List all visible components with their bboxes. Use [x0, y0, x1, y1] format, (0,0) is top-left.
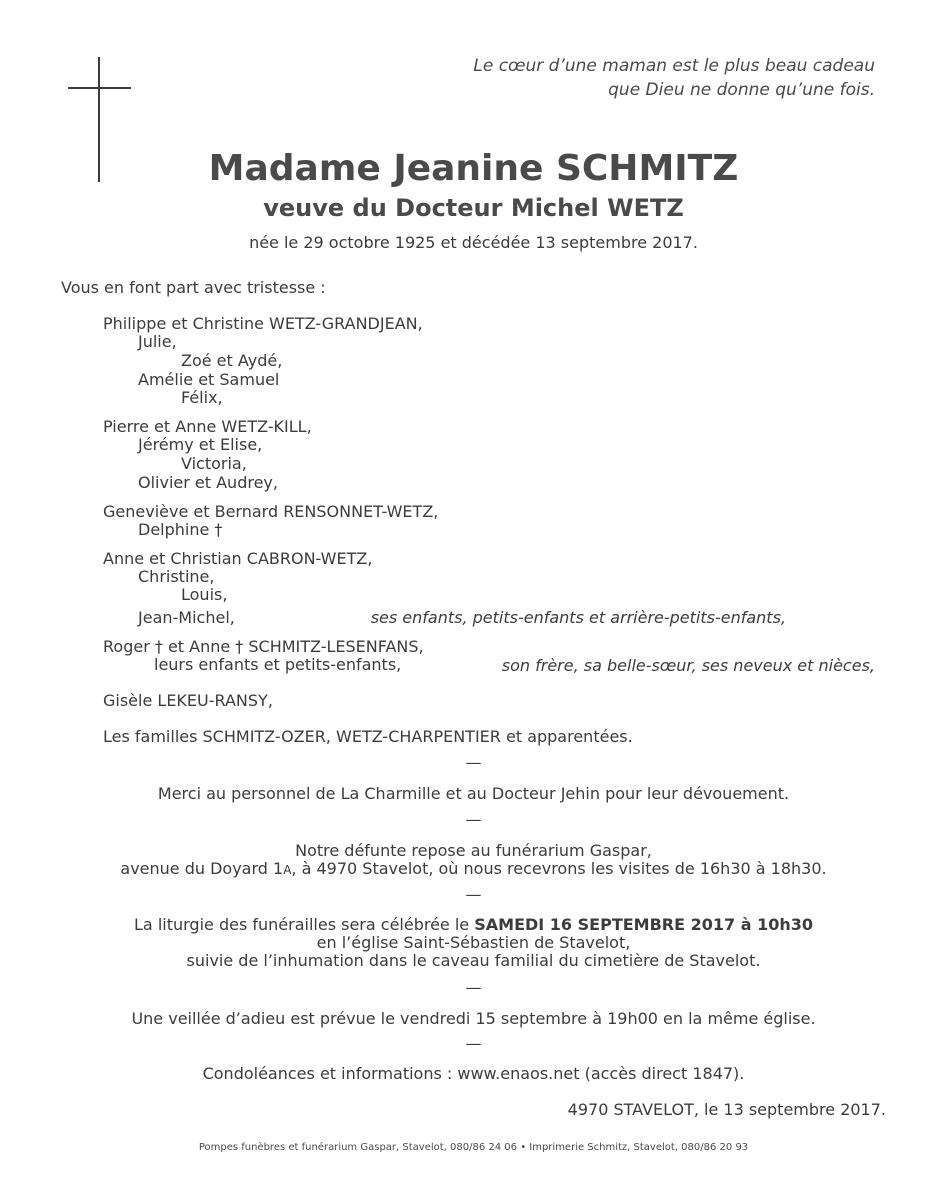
family-line: leurs enfants et petits-enfants,: [154, 655, 402, 674]
family-line: Gisèle LEKEU-RANSY,: [103, 691, 273, 710]
rest-line-1: Notre défunte repose au funérarium Gaspar,: [295, 841, 652, 860]
cross-horizontal-bar: [68, 87, 131, 89]
family-line: Jérémy et Elise,: [138, 435, 263, 454]
family-line: Geneviève et Bernard RENSONNET-WETZ,: [103, 502, 439, 521]
quote-line-1: Le cœur d’une maman est le plus beau cadeau: [473, 56, 875, 76]
family-line: Pierre et Anne WETZ-KILL,: [103, 417, 312, 436]
liturgy-line-1: La liturgie des funérailles sera célébrée le SAMEDI 16 SEPTEMBRE 2017 à 10h30: [134, 915, 813, 934]
deceased-widow-of: veuve du Docteur Michel WETZ: [263, 194, 684, 222]
footer-credits: Pompes funèbres et funérarium Gaspar, Stavelot, 080/86 24 06 • Imprimerie Schmitz, Stavelot, 080/86 20 93: [198, 1142, 749, 1153]
family-line: Philippe et Christine WETZ-GRANDJEAN,: [103, 314, 423, 333]
family-line: Anne et Christian CABRON-WETZ,: [103, 549, 373, 568]
liturgy-line-2: en l’église Saint-Sébastien de Stavelot,: [316, 933, 631, 952]
liturgy-line-3: suivie de l’inhumation dans le caveau familial du cimetière de Stavelot.: [186, 951, 761, 970]
condolences-text: Condoléances et informations : www.enaos.net (accès direct 1847).: [202, 1064, 745, 1083]
family-line: Zoé et Aydé,: [181, 351, 283, 370]
family-line: Julie,: [138, 332, 177, 351]
vigil-text: Une veillée d’adieu est prévue le vendredi 15 septembre à 19h00 en la même église.: [131, 1009, 816, 1028]
family-line: Jean-Michel,: [138, 608, 235, 627]
family-line: Roger † et Anne † SCHMITZ-LESENFANS,: [103, 637, 424, 656]
separator-dash: —: [465, 978, 482, 997]
family-role-children: ses enfants, petits-enfants et arrière-petits-enfants,: [370, 608, 786, 627]
place-date: 4970 STAVELOT, le 13 septembre 2017.: [567, 1100, 886, 1119]
thanks-text: Merci au personnel de La Charmille et au Docteur Jehin pour leur dévouement.: [157, 784, 790, 803]
family-line: Louis,: [181, 585, 228, 604]
family-line: Les familles SCHMITZ-OZER, WETZ-CHARPENTIER et apparentées.: [103, 727, 633, 746]
family-line: Félix,: [181, 388, 223, 407]
family-line: Christine,: [138, 567, 215, 586]
intro-text: Vous en font part avec tristesse :: [61, 278, 326, 297]
family-line: Victoria,: [181, 454, 247, 473]
rest-line-2: avenue du Doyard 1A, à 4970 Stavelot, où nous recevrons les visites de 16h30 à 18h30.: [120, 859, 827, 878]
deceased-name: Madame Jeanine SCHMITZ: [208, 148, 739, 189]
separator-dash: —: [465, 1034, 482, 1053]
separator-dash: —: [465, 810, 482, 829]
family-role-sibling: son frère, sa belle-sœur, ses neveux et nièces,: [501, 656, 875, 675]
deceased-dates: née le 29 octobre 1925 et décédée 13 septembre 2017.: [249, 233, 698, 252]
family-line: Amélie et Samuel: [138, 370, 280, 389]
family-line: Delphine †: [138, 520, 223, 539]
quote-line-2: que Dieu ne donne qu’une fois.: [608, 80, 875, 100]
separator-dash: —: [465, 885, 482, 904]
family-line: Olivier et Audrey,: [138, 473, 278, 492]
separator-dash: —: [465, 753, 482, 772]
